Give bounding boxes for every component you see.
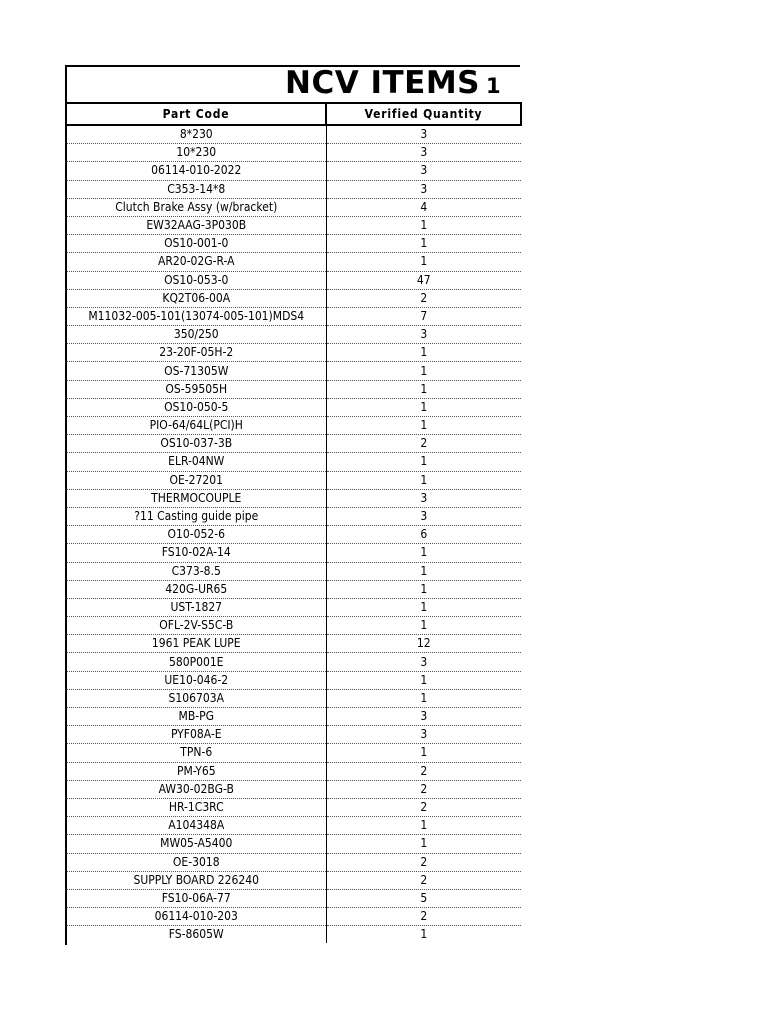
verified-quantity-cell: 1: [326, 253, 521, 271]
part-code-cell: FS-8605W: [66, 926, 326, 944]
verified-quantity-cell: 47: [326, 271, 521, 289]
table-row: [66, 289, 521, 307]
part-code-cell: SUPPLY BOARD 226240: [66, 871, 326, 889]
table-row: [66, 689, 521, 707]
verified-quantity-cell: 1: [326, 689, 521, 707]
table-row: [66, 307, 521, 325]
verified-quantity-cell: 1: [326, 744, 521, 762]
verified-quantity-cell: 3: [326, 326, 521, 344]
verified-quantity-cell: 5: [326, 889, 521, 907]
verified-quantity-cell: 1: [326, 835, 521, 853]
part-code-cell: MB-PG: [66, 708, 326, 726]
part-code-cell: S106703A: [66, 689, 326, 707]
part-code-cell: HR-1C3RC: [66, 798, 326, 816]
part-code-cell: OE-3018: [66, 853, 326, 871]
table-row: [66, 853, 521, 871]
part-code-cell: C373-8.5: [66, 562, 326, 580]
table-row: [66, 435, 521, 453]
verified-quantity-cell: 3: [326, 125, 521, 144]
table-row: [66, 671, 521, 689]
part-code-cell: 06114-010-2022: [66, 162, 326, 180]
verified-quantity-cell: 7: [326, 307, 521, 325]
table-row: [66, 380, 521, 398]
verified-quantity-cell: 1: [326, 344, 521, 362]
verified-quantity-cell: 3: [326, 180, 521, 198]
table-row: [66, 198, 521, 216]
verified-quantity-cell: 2: [326, 435, 521, 453]
header-part-code: Part Code: [66, 103, 326, 125]
part-code-cell: 23-20F-05H-2: [66, 344, 326, 362]
part-code-cell: OFL-2V-S5C-B: [66, 617, 326, 635]
table-row: [66, 398, 521, 416]
spreadsheet: [65, 65, 520, 943]
table-row: [66, 235, 521, 253]
table-row: [66, 453, 521, 471]
verified-quantity-cell: 2: [326, 853, 521, 871]
part-code-cell: AW30-02BG-B: [66, 780, 326, 798]
table-row: [66, 598, 521, 616]
part-code-cell: 06114-010-203: [66, 908, 326, 926]
verified-quantity-cell: 1: [326, 580, 521, 598]
part-code-cell: FS10-02A-14: [66, 544, 326, 562]
part-code-cell: OS10-053-0: [66, 271, 326, 289]
table-row: [66, 926, 521, 944]
title-number: 1: [486, 74, 502, 98]
part-code-cell: PIO-64/64L(PCI)H: [66, 417, 326, 435]
verified-quantity-cell: 1: [326, 471, 521, 489]
table-row: [66, 835, 521, 853]
verified-quantity-cell: 1: [326, 453, 521, 471]
table-row: [66, 507, 521, 525]
part-code-cell: 420G-UR65: [66, 580, 326, 598]
table-row: [66, 798, 521, 816]
part-code-cell: UST-1827: [66, 598, 326, 616]
table-row: [66, 125, 521, 144]
table-row: [66, 889, 521, 907]
verified-quantity-cell: 3: [326, 144, 521, 162]
left-border-edge: [65, 940, 67, 945]
table-row: [66, 216, 521, 234]
title-row: [65, 65, 520, 102]
table-row: [66, 617, 521, 635]
table-row: [66, 180, 521, 198]
part-code-cell: C353-14*8: [66, 180, 326, 198]
part-code-cell: KQ2T06-00A: [66, 289, 326, 307]
verified-quantity-cell: 2: [326, 798, 521, 816]
part-code-cell: O10-052-6: [66, 526, 326, 544]
header-verified-quantity: Verified Quantity: [326, 103, 521, 125]
table-row: [66, 908, 521, 926]
table-row: [66, 871, 521, 889]
verified-quantity-cell: 1: [326, 398, 521, 416]
part-code-cell: PYF08A-E: [66, 726, 326, 744]
table-row: [66, 489, 521, 507]
part-code-cell: OS10-050-5: [66, 398, 326, 416]
table-row: [66, 344, 521, 362]
table-row: [66, 362, 521, 380]
part-code-cell: OS10-001-0: [66, 235, 326, 253]
part-code-cell: ELR-04NW: [66, 453, 326, 471]
table-row: [66, 726, 521, 744]
part-code-cell: OS10-037-3B: [66, 435, 326, 453]
header-row: [66, 103, 521, 125]
verified-quantity-cell: 1: [326, 544, 521, 562]
verified-quantity-cell: 1: [326, 417, 521, 435]
verified-quantity-cell: 3: [326, 653, 521, 671]
verified-quantity-cell: 2: [326, 871, 521, 889]
table-row: [66, 253, 521, 271]
table-row: [66, 562, 521, 580]
table-body: [66, 125, 521, 943]
verified-quantity-cell: 1: [326, 671, 521, 689]
verified-quantity-cell: 3: [326, 162, 521, 180]
table-row: [66, 471, 521, 489]
table-row: [66, 144, 521, 162]
table-row: [66, 326, 521, 344]
verified-quantity-cell: 3: [326, 507, 521, 525]
table-row: [66, 544, 521, 562]
verified-quantity-cell: 1: [326, 216, 521, 234]
verified-quantity-cell: 1: [420, 927, 428, 942]
part-code-cell: THERMOCOUPLE: [66, 489, 326, 507]
part-code-cell: FS10-06A-77: [66, 889, 326, 907]
title-label: NCV ITEMS: [285, 65, 481, 101]
part-code-cell: ?11 Casting guide pipe: [66, 507, 326, 525]
table-row: [66, 162, 521, 180]
verified-quantity-cell: 3: [326, 489, 521, 507]
table-row: [66, 762, 521, 780]
part-code-cell: EW32AAG-3P030B: [66, 216, 326, 234]
verified-quantity-cell: 6: [326, 526, 521, 544]
part-code-cell: TPN-6: [66, 744, 326, 762]
part-code-cell: OS-71305W: [66, 362, 326, 380]
table-row: [66, 271, 521, 289]
part-code-cell: 10*230: [66, 144, 326, 162]
verified-quantity-cell: 2: [326, 762, 521, 780]
verified-quantity-cell: 3: [326, 708, 521, 726]
part-code-cell: A104348A: [66, 817, 326, 835]
verified-quantity-cell: 1: [326, 380, 521, 398]
table-row: [66, 653, 521, 671]
part-code-cell: 350/250: [66, 326, 326, 344]
verified-quantity-cell: 1: [326, 598, 521, 616]
part-code-cell: 8*230: [66, 125, 326, 144]
table-row: [66, 780, 521, 798]
verified-quantity-cell: 2: [326, 908, 521, 926]
verified-quantity-cell: 1: [326, 617, 521, 635]
part-code-cell: OE-27201: [66, 471, 326, 489]
sheet-title: [285, 65, 501, 105]
part-code-cell: OS-59505H: [66, 380, 326, 398]
part-code-cell: PM-Y65: [66, 762, 326, 780]
part-code-cell: 1961 PEAK LUPE: [66, 635, 326, 653]
verified-quantity-cell: 1: [326, 562, 521, 580]
part-code-cell: M11032-005-101(13074-005-101)MDS4: [66, 307, 326, 325]
table-row: [66, 417, 521, 435]
table-row: [66, 635, 521, 653]
verified-quantity-cell: 12: [326, 635, 521, 653]
table-row: [66, 744, 521, 762]
part-code-cell: AR20-02G-R-A: [66, 253, 326, 271]
verified-quantity-cell: 3: [326, 726, 521, 744]
table-row: [66, 817, 521, 835]
part-code-cell: Clutch Brake Assy (w/bracket): [66, 198, 326, 216]
verified-quantity-cell: 4: [326, 198, 521, 216]
table-row: [66, 580, 521, 598]
verified-quantity-cell: 1: [326, 817, 521, 835]
verified-quantity-cell: 1: [326, 235, 521, 253]
verified-quantity-cell: 2: [326, 289, 521, 307]
parts-table: [65, 102, 522, 943]
part-code-cell: UE10-046-2: [66, 671, 326, 689]
part-code-cell: 580P001E: [66, 653, 326, 671]
table-row: [66, 708, 521, 726]
part-code-cell: MW05-A5400: [66, 835, 326, 853]
verified-quantity-cell: 1: [326, 362, 521, 380]
table-row: [66, 526, 521, 544]
verified-quantity-cell: 2: [326, 780, 521, 798]
